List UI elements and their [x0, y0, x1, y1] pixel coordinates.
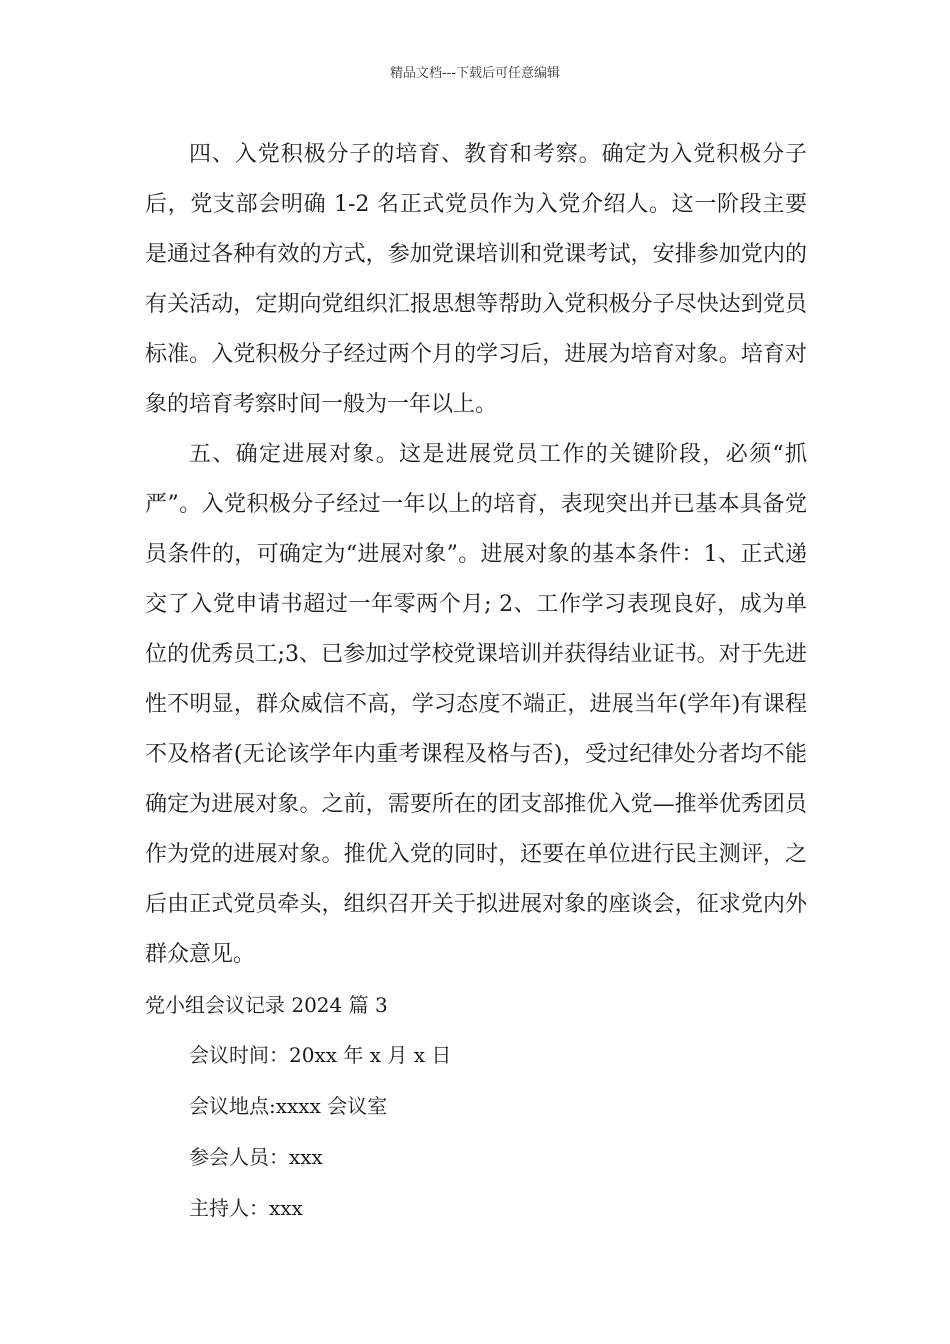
paragraph-development-target: 五、确定进展对象。这是进展党员工作的关键阶段，必须“抓严”。入党积极分子经过一年以上的培育，表现突出并已基本具备党员条件的，可确定为“进展对象”。进展对象的基本条件：1、正式递交了入党申请书超过一年零两个月; 2、工作学习表现良好，成为单位的优秀员工;3、已参加过学校党课培训并获得结业证书。对于先进性不明显，群众威信不高，学习态度不端正，进展当年(学年)有课程不及格者(无论该学年内重考课程及格与否)，受过纪律处分者均不能确定为进展对象。之前，需要所在的团支部推优入党—推举优秀团员作为党的进展对象。推优入党的同时，还要在单位进行民主测评，之后由正式党员牵头，组织召开关于拟进展对象的座谈会，征求党内外群众意见。: [145, 442, 807, 967]
page-header: 精品文档---下载后可任意编辑: [389, 66, 561, 81]
section-heading: 党小组会议记录 2024 篇 3: [145, 993, 388, 1017]
meeting-place: 会议地点:xxxx 会议室: [189, 1094, 388, 1118]
meeting-attendees: 参会人员：xxx: [189, 1145, 323, 1169]
meeting-time: 会议时间：20xx 年 x 月 x 日: [189, 1043, 452, 1067]
document-body: [145, 130, 807, 1234]
meeting-host: 主持人：xxx: [189, 1196, 303, 1220]
paragraph-activist-training: 四、入党积极分子的培育、教育和考察。确定为入党积极分子后，党支部会明确 1-2 名正式党员作为入党介绍人。这一阶段主要是通过各种有效的方式，参加党课培训和党课考试，安排参加党内的有关活动，定期向党组织汇报思想等帮助入党积极分子尽快达到党员标准。入党积极分子经过两个月的学习后，进展为培育对象。培育对象的培育考察时间一般为一年以上。: [145, 142, 807, 417]
